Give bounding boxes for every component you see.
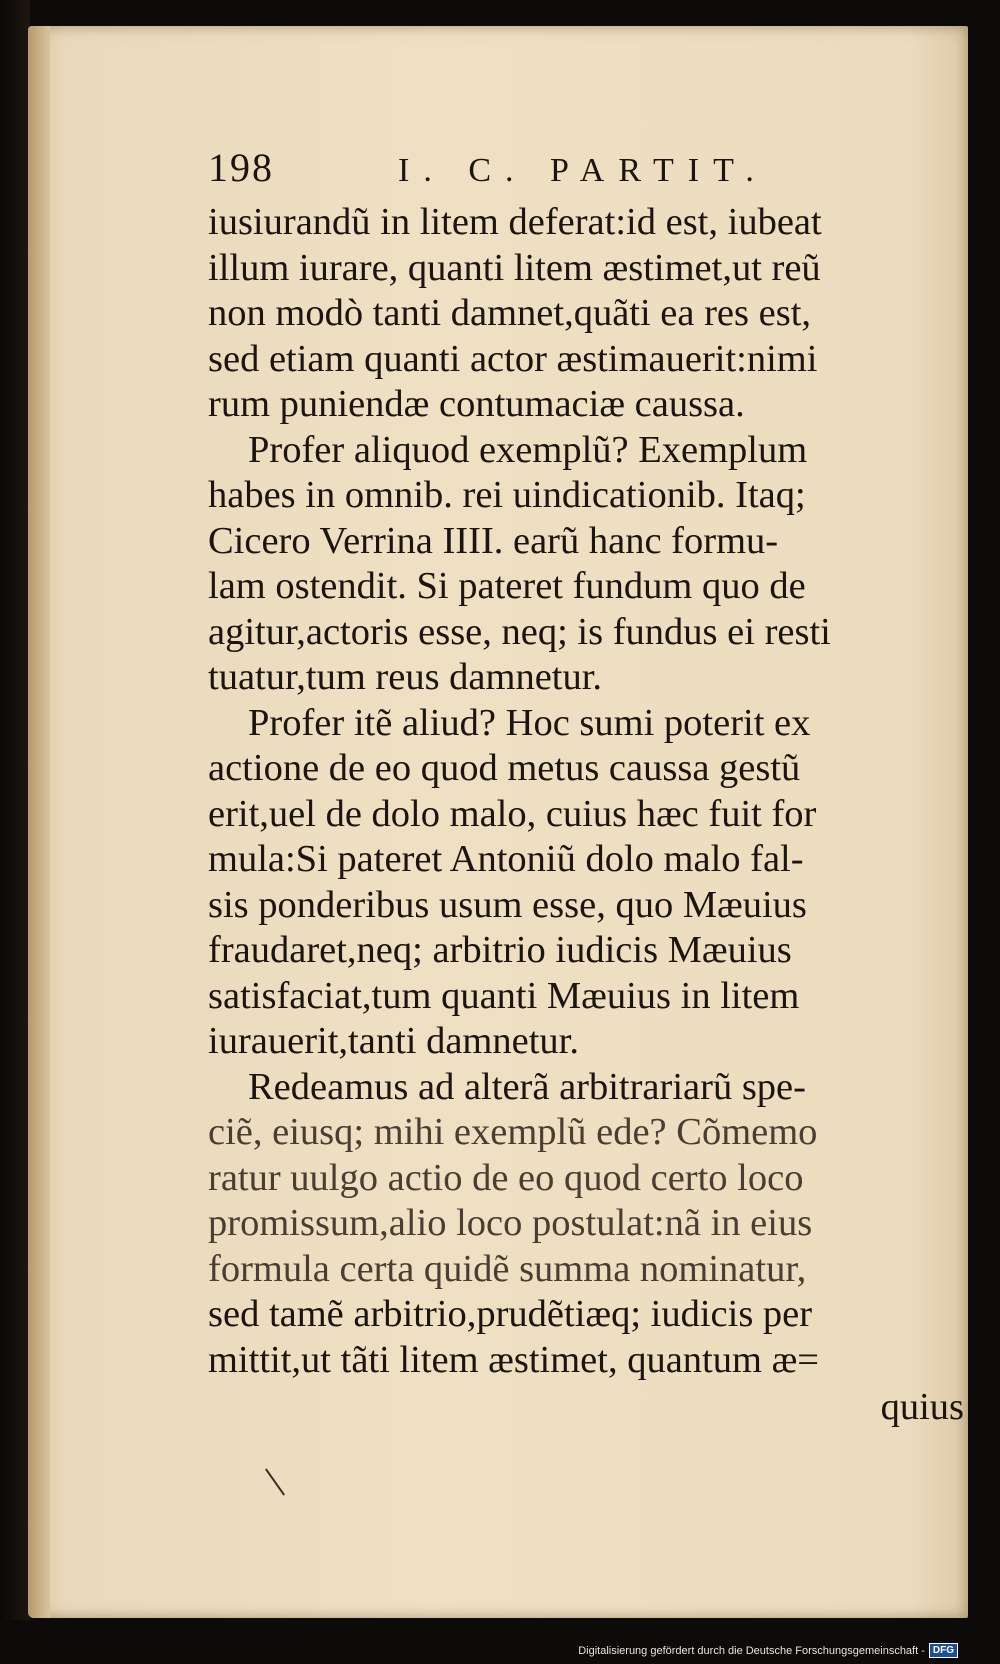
credit-text: Digitalisierung gefördert durch die Deutsche Forschungsgemeinschaft - (578, 1644, 925, 1657)
text-line: satisfaciat,tum quanti Mæuius in litem (208, 974, 800, 1017)
text-line: erit,uel de dolo malo, cuius hæc fuit for (208, 792, 817, 835)
paragraph-4 (208, 1065, 968, 1384)
text-line: illum iurare, quanti litem æstimet,ut reũ (208, 246, 821, 289)
text-line: mula:Si pateret Antoniũ dolo malo fal- (208, 838, 804, 880)
dfg-logo-icon: DFG (929, 1643, 958, 1658)
text-line: ciẽ, eiusq; mihi exemplũ ede? Cõmemo (208, 1111, 818, 1153)
running-head (208, 144, 968, 200)
text-line: Profer itẽ aliud? Hoc sumi poterit ex (248, 701, 811, 744)
text-line: Profer aliquod exemplũ? Exemplum (248, 428, 808, 471)
running-title: I. C. PARTIT. (398, 152, 768, 189)
text-line: rum puniendæ contumaciæ caussa. (208, 383, 745, 425)
text-line: non modò tanti damnet,quãti ea res est, (208, 292, 812, 334)
digitization-credit (578, 1643, 958, 1658)
text-line: agitur,actoris esse, neq; is fundus ei resti (208, 610, 831, 653)
text-block (208, 144, 968, 1431)
text-line: mittit,ut tãti litem æstimet, quantum æ= (208, 1338, 819, 1381)
stray-ink-mark (265, 1468, 285, 1495)
text-line: fraudaret,neq; arbitrio iudicis Mæuius (208, 929, 792, 971)
text-line: promissum,alio loco postulat:nã in eius (208, 1202, 813, 1244)
text-line: tuatur,tum reus damnetur. (208, 656, 603, 698)
text-line: Redeamus ad alterã arbitrariarũ spe- (248, 1065, 806, 1108)
text-line: sis ponderibus usum esse, quo Mæuius (208, 883, 807, 926)
page-edge (28, 26, 50, 1618)
text-line: sed tamẽ arbitrio,prudẽtiæq; iudicis per (208, 1293, 813, 1335)
paragraph-2 (208, 428, 968, 701)
text-line: habes in omnib. rei uindicationib. Itaq; (208, 474, 806, 516)
paragraph-3 (208, 701, 968, 1065)
catchword: quius (880, 1386, 964, 1428)
text-line: iusiurandũ in litem deferat:id est, iubeat (208, 201, 822, 243)
text-line: actione de eo quod metus caussa gestũ (208, 747, 801, 789)
paragraph-1 (208, 200, 968, 428)
text-line: lam ostendit. Si pateret fundum quo de (208, 565, 806, 607)
book-page (28, 26, 968, 1618)
binding-shadow (0, 0, 30, 1620)
text-line: Cicero Verrina IIII. earũ hanc formu- (208, 519, 779, 562)
text-line: formula certa quidẽ summa nominatur, (208, 1247, 807, 1290)
text-line: sed etiam quanti actor æstimauerit:nimi (208, 337, 818, 380)
page-number: 198 (208, 145, 274, 190)
text-line: ratur uulgo actio de eo quod certo loco (208, 1156, 804, 1199)
text-line: iurauerit,tanti damnetur. (208, 1020, 579, 1062)
